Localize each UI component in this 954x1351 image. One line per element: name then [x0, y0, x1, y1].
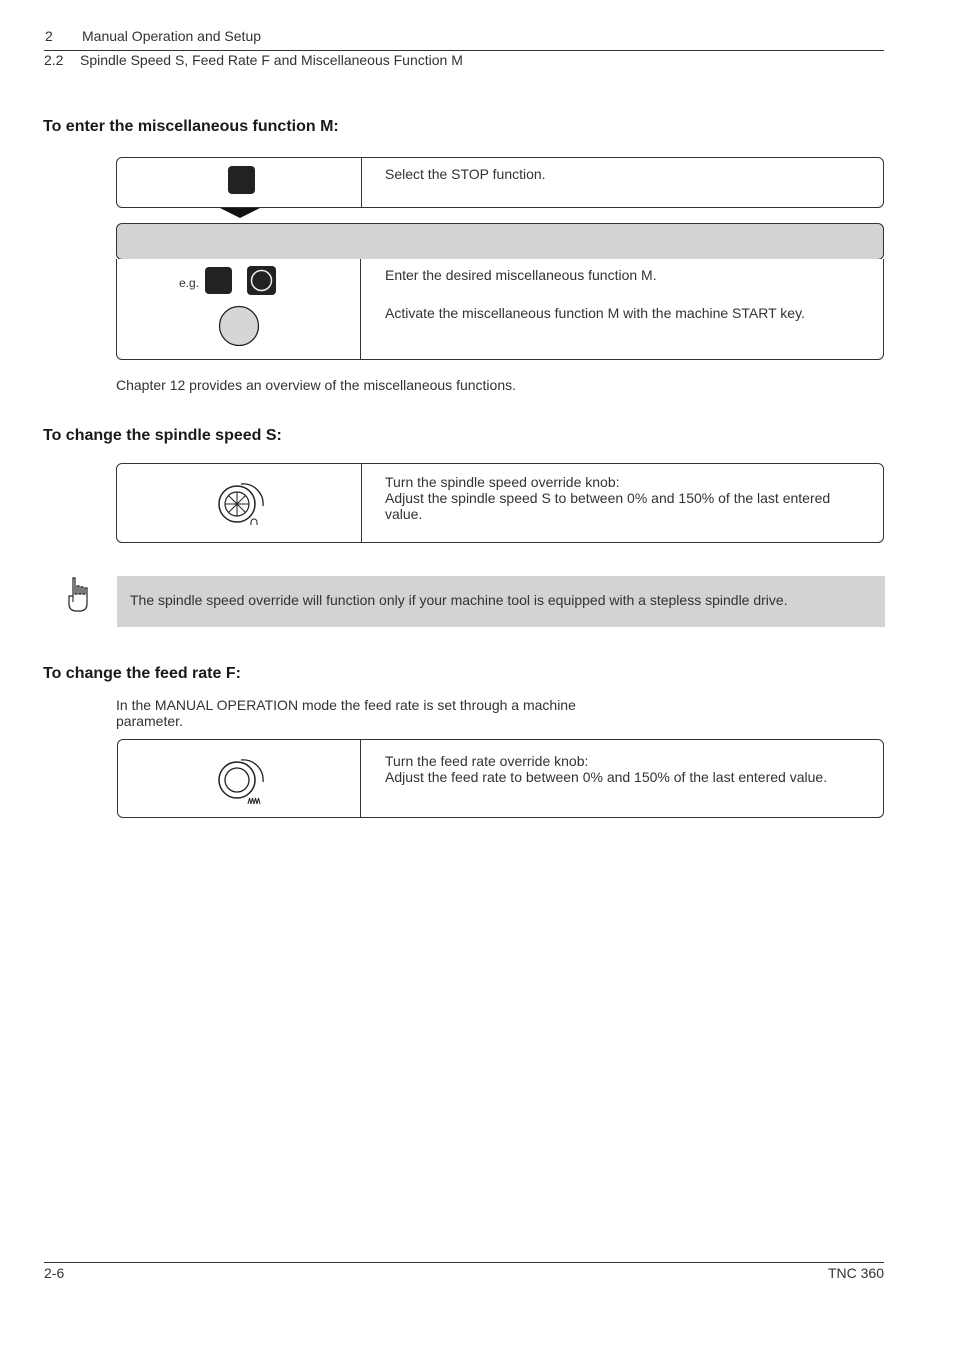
feed-line-1: Turn the feed rate override knob: — [385, 753, 589, 769]
spindle-line-2: Adjust the spindle speed S to between 0% and 150% of the last entered — [385, 490, 831, 506]
step-stop-text: Select the STOP function. — [385, 166, 546, 182]
footer-rule — [44, 1262, 884, 1263]
feed-line-2: Adjust the feed rate to between 0% and 150% of the last entered value. — [385, 769, 828, 785]
step-divider — [361, 464, 362, 542]
step-box-stop — [116, 157, 884, 208]
stop-key-icon — [228, 166, 255, 194]
chapter-footnote: Chapter 12 provides an overview of the miscellaneous functions. — [116, 377, 516, 393]
feed-intro-line-1: In the MANUAL OPERATION mode the feed rate is set through a machine — [116, 697, 576, 713]
feed-override-knob-icon — [213, 754, 269, 806]
step-divider — [361, 158, 362, 207]
spindle-line-3: value. — [385, 506, 423, 522]
note-text: The spindle speed override will function only if your machine tool is equipped with a stepless spindle drive. — [130, 592, 788, 608]
header-rule — [44, 50, 884, 51]
heading-miscellaneous-function: To enter the miscellaneous function M: — [43, 118, 339, 135]
pointing-hand-icon — [63, 576, 95, 616]
mode-bar — [116, 223, 884, 260]
step-box-m-entry — [116, 259, 884, 360]
step-divider — [360, 740, 361, 817]
header-chapter-number: 2 — [45, 28, 53, 44]
feed-intro-line-2: parameter. — [116, 713, 183, 729]
m-key-icon — [205, 267, 232, 294]
header-section-title: Spindle Speed S, Feed Rate F and Miscellaneous Function M — [80, 52, 463, 68]
footer-model: TNC 360 — [827, 1265, 884, 1281]
step-box-feed — [117, 739, 884, 818]
start-key-icon — [218, 305, 260, 347]
spindle-override-knob-icon — [213, 478, 269, 530]
arrow-down-icon — [218, 207, 262, 219]
header-section-number: 2.2 — [44, 52, 64, 68]
header-chapter-title: Manual Operation and Setup — [82, 28, 262, 44]
heading-spindle-speed: To change the spindle speed S: — [43, 427, 282, 444]
eg-label: e.g. — [179, 276, 200, 290]
note-box — [117, 576, 885, 627]
heading-feed-rate: To change the feed rate F: — [43, 665, 241, 682]
footer-page-number: 2-6 — [44, 1265, 65, 1281]
step-box-spindle — [116, 463, 884, 543]
spindle-line-1: Turn the spindle speed override knob: — [385, 474, 620, 490]
step-divider — [360, 259, 361, 359]
step-m-activate-text: Activate the miscellaneous function M with the machine START key. — [385, 305, 805, 321]
ent-key-icon — [247, 266, 276, 295]
step-m-enter-text: Enter the desired miscellaneous function M. — [385, 267, 657, 283]
